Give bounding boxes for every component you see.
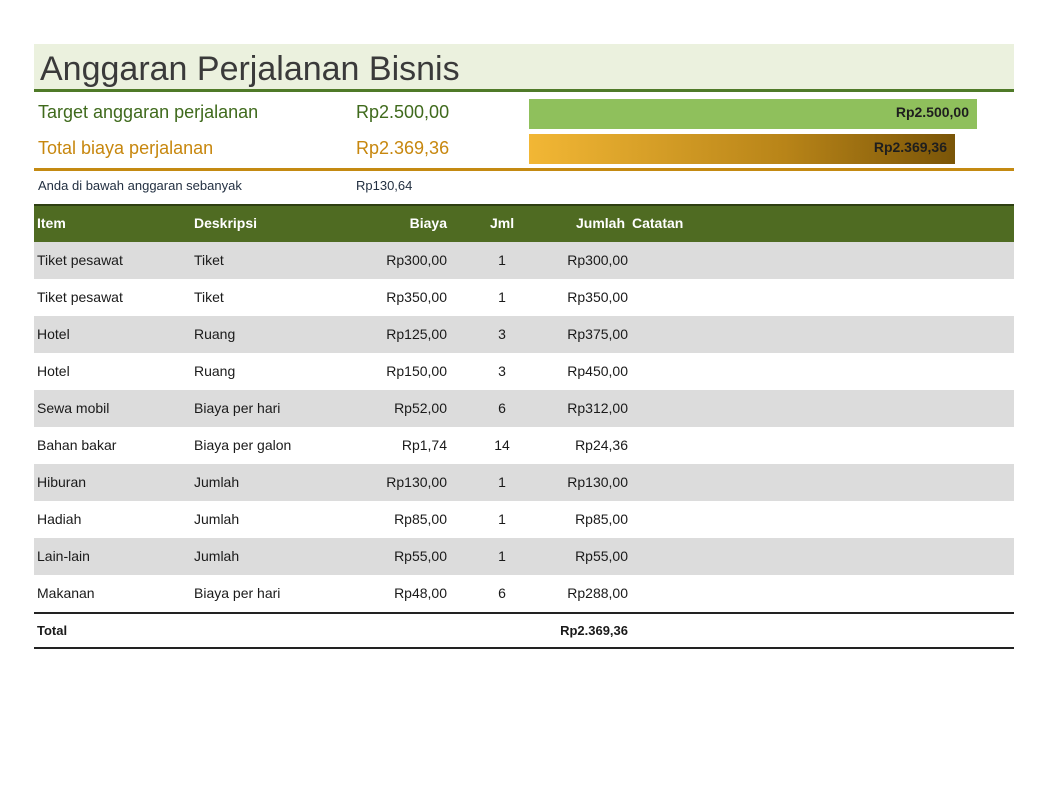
- cell-description[interactable]: Jumlah: [194, 511, 240, 527]
- under-budget-row: [34, 174, 1014, 198]
- total-cost-bar-label: Rp2.369,36: [873, 139, 947, 155]
- table-row[interactable]: [34, 575, 1014, 612]
- cell-item[interactable]: Bahan bakar: [37, 437, 117, 453]
- total-row-label: Total: [37, 623, 68, 638]
- total-cost-value: Rp2.369,36: [356, 138, 450, 158]
- total-cost-bar: [529, 134, 955, 164]
- cell-amount[interactable]: Rp375,00: [567, 326, 628, 342]
- cell-description[interactable]: Jumlah: [194, 548, 240, 564]
- page-title: Anggaran Perjalanan Bisnis: [40, 50, 460, 88]
- table-body: [34, 242, 1014, 612]
- cell-cost[interactable]: Rp52,00: [394, 400, 447, 416]
- target-budget-bar: [529, 99, 977, 129]
- header-cost[interactable]: Biaya: [409, 215, 447, 231]
- cell-item[interactable]: Tiket pesawat: [37, 289, 123, 305]
- cell-amount[interactable]: Rp350,00: [567, 289, 628, 305]
- target-budget-value: Rp2.500,00: [356, 102, 450, 122]
- under-budget-label: Anda di bawah anggaran sebanyak: [38, 178, 242, 193]
- cell-qty[interactable]: 1: [498, 474, 506, 490]
- cell-amount[interactable]: Rp85,00: [575, 511, 628, 527]
- cell-amount[interactable]: Rp450,00: [567, 363, 628, 379]
- table-row[interactable]: [34, 279, 1014, 316]
- cell-qty[interactable]: 6: [498, 585, 506, 601]
- table-header: [34, 204, 1014, 242]
- budget-sheet: [34, 44, 1014, 638]
- cell-qty[interactable]: 3: [498, 363, 506, 379]
- cell-description[interactable]: Jumlah: [194, 474, 240, 490]
- header-amount[interactable]: Jumlah: [576, 215, 626, 231]
- cell-amount[interactable]: Rp130,00: [567, 474, 628, 490]
- cell-item[interactable]: Makanan: [37, 585, 95, 601]
- header-notes[interactable]: Catatan: [632, 215, 684, 231]
- table-row[interactable]: [34, 464, 1014, 501]
- cell-cost[interactable]: Rp130,00: [386, 474, 447, 490]
- cell-amount[interactable]: Rp24,36: [575, 437, 628, 453]
- cell-cost[interactable]: Rp85,00: [394, 511, 447, 527]
- cell-qty[interactable]: 1: [498, 289, 506, 305]
- cell-item[interactable]: Hadiah: [37, 511, 82, 527]
- table-row[interactable]: [34, 316, 1014, 353]
- cell-item[interactable]: Hotel: [37, 363, 70, 379]
- cell-amount[interactable]: Rp300,00: [567, 252, 628, 268]
- cell-item[interactable]: Lain-lain: [37, 548, 90, 564]
- cell-qty[interactable]: 3: [498, 326, 506, 342]
- cell-amount[interactable]: Rp312,00: [567, 400, 628, 416]
- table-row[interactable]: [34, 538, 1014, 575]
- cell-cost[interactable]: Rp55,00: [394, 548, 447, 564]
- total-cost-label: Total biaya perjalanan: [38, 138, 214, 158]
- title-band: [34, 44, 1014, 92]
- expense-table: [34, 204, 1014, 649]
- target-budget-bar-label: Rp2.500,00: [895, 104, 969, 120]
- table-row[interactable]: [34, 242, 1014, 279]
- cell-amount[interactable]: Rp288,00: [567, 585, 628, 601]
- cell-description[interactable]: Biaya per galon: [194, 437, 292, 453]
- cell-description[interactable]: Biaya per hari: [194, 400, 281, 416]
- cell-item[interactable]: Tiket pesawat: [37, 252, 123, 268]
- cell-cost[interactable]: Rp350,00: [386, 289, 447, 305]
- cell-description[interactable]: Tiket: [194, 289, 224, 305]
- under-budget-value: Rp130,64: [356, 178, 413, 193]
- table-row[interactable]: [34, 501, 1014, 538]
- cell-cost[interactable]: Rp125,00: [386, 326, 447, 342]
- cell-cost[interactable]: Rp150,00: [386, 363, 447, 379]
- cell-description[interactable]: Ruang: [194, 326, 236, 342]
- cell-description[interactable]: Tiket: [194, 252, 224, 268]
- cell-qty[interactable]: 1: [498, 511, 506, 527]
- header-item[interactable]: Item: [37, 215, 66, 231]
- cell-cost[interactable]: Rp48,00: [394, 585, 447, 601]
- cell-amount[interactable]: Rp55,00: [575, 548, 628, 564]
- target-budget-row: [34, 98, 1014, 132]
- cell-item[interactable]: Sewa mobil: [37, 400, 110, 416]
- cell-cost[interactable]: Rp300,00: [386, 252, 447, 268]
- total-cost-row: [34, 134, 1014, 171]
- cell-description[interactable]: Biaya per hari: [194, 585, 281, 601]
- cell-qty[interactable]: 1: [498, 252, 506, 268]
- cell-item[interactable]: Hiburan: [37, 474, 87, 490]
- cell-item[interactable]: Hotel: [37, 326, 70, 342]
- total-row-value: Rp2.369,36: [560, 623, 628, 638]
- cell-qty[interactable]: 6: [498, 400, 506, 416]
- target-budget-label: Target anggaran perjalanan: [38, 102, 259, 122]
- cell-qty[interactable]: 1: [498, 548, 506, 564]
- table-total-row: [34, 612, 1014, 649]
- header-qty[interactable]: Jml: [490, 215, 515, 231]
- cell-cost[interactable]: Rp1,74: [401, 437, 447, 453]
- table-row[interactable]: [34, 390, 1014, 427]
- table-row[interactable]: [34, 353, 1014, 390]
- cell-description[interactable]: Ruang: [194, 363, 236, 379]
- header-description[interactable]: Deskripsi: [194, 215, 258, 231]
- cell-qty[interactable]: 14: [494, 437, 510, 453]
- table-row[interactable]: [34, 427, 1014, 464]
